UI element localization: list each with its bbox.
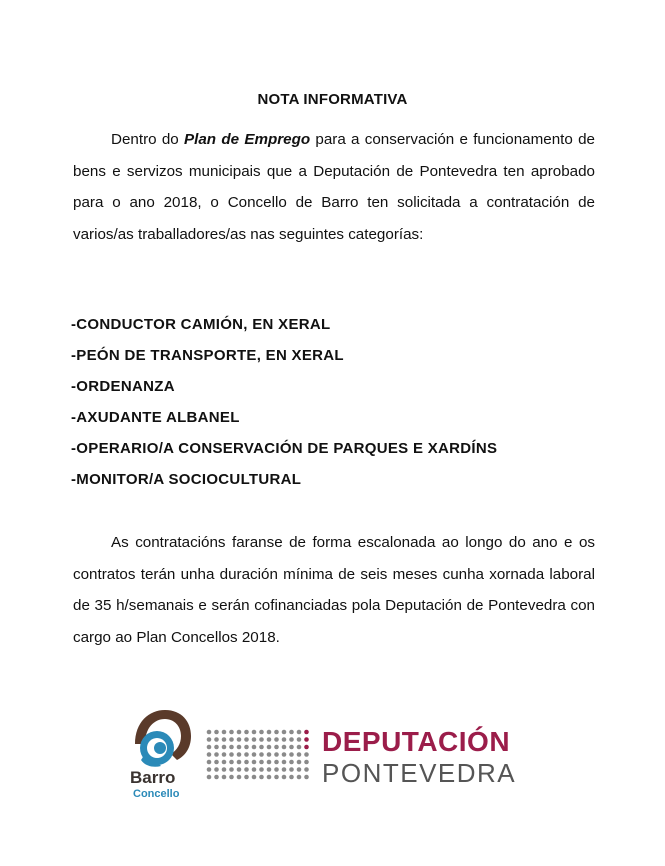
deputacion-logo-name: DEPUTACIÓN: [322, 726, 511, 757]
intro-text-start: Dentro do: [111, 131, 184, 148]
closing-paragraph: [73, 527, 595, 653]
logos-footer: [0, 700, 665, 820]
category-item: -MONITOR/A SOCIOCULTURAL: [71, 471, 302, 488]
intro-text-end: para a conservación e funcionamento de bens e servizos municipais que a Deputación de Pontevedra ten aprobado para o ano 2018, o Concello de Barro ten solicitada a contratación de varios/as traballadores/as nas seguintes categorías:: [73, 131, 595, 243]
category-item: -AXUDANTE ALBANEL: [71, 409, 240, 426]
category-item: -OPERARIO/A CONSERVACIÓN DE PARQUES E XARDÍNS: [71, 440, 498, 457]
category-item: -PEÓN DE TRANSPORTE, EN XERAL: [71, 347, 344, 364]
closing-text: As contratacións faranse de forma escalonada ao longo do ano e os contratos terán unha duración mínima de seis meses cunha xornada laboral de 35 h/semanais e serán cofinanciadas pola Deputación de Pontevedra con cargo ao Plan Concellos 2018.: [73, 534, 595, 646]
intro-paragraph: [73, 124, 595, 250]
category-item: -CONDUCTOR CAMIÓN, EN XERAL: [71, 316, 331, 333]
barro-logo-subtitle: Concello: [133, 788, 180, 800]
document-title: NOTA INFORMATIVA: [257, 91, 408, 108]
barro-logo-name: Barro: [130, 768, 176, 787]
deputacion-logo-subtitle: PONTEVEDRA: [322, 758, 517, 788]
category-item: -ORDENANZA: [71, 378, 175, 395]
plan-emprego-emphasis: Plan de Emprego: [184, 131, 311, 148]
deputacion-dot-grid-icon: [205, 728, 317, 784]
